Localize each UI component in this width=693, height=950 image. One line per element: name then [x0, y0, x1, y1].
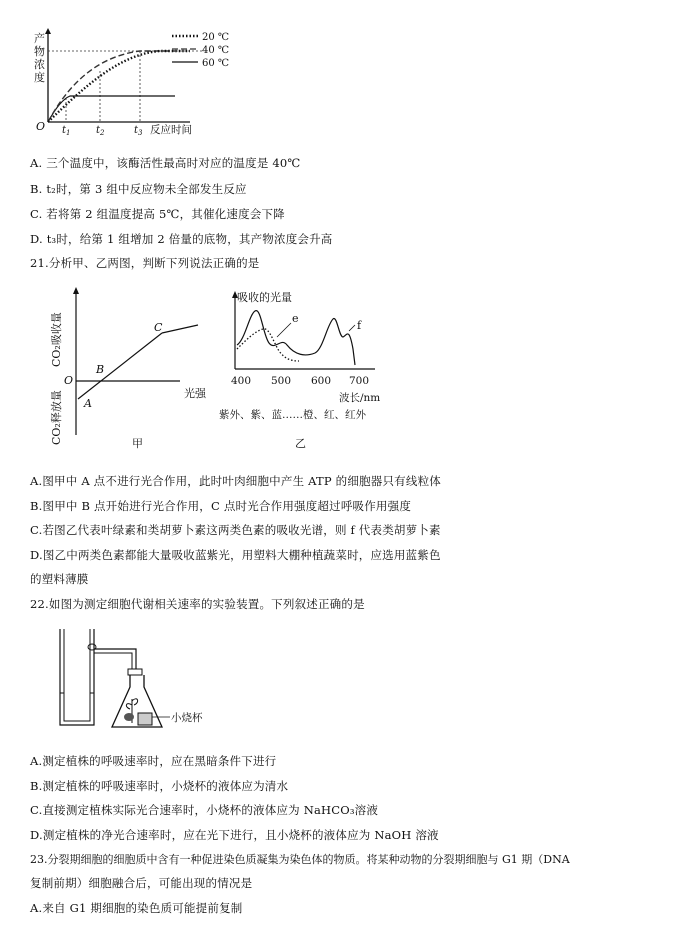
q20-option-a: A. 三个温度中，该酶活性最高时对应的温度是 40℃ [30, 156, 301, 170]
curve-segment [162, 325, 198, 333]
co2-light-intensity-chart [40, 285, 220, 455]
label-leader-f [349, 325, 355, 331]
x-tick-700: 700 [349, 375, 370, 387]
small-beaker-label: 小烧杯 [171, 712, 203, 724]
figure-caption-yi: 乙 [295, 437, 306, 450]
q20-option-d: D. t₃时，给第 1 组增加 2 倍量的底物，其产物浓度会升高 [30, 232, 333, 246]
q21-stem: 21.分析甲、乙两图，判断下列说法正确的是 [30, 256, 260, 270]
origin-label: O [36, 120, 46, 133]
q22-option-a: A.测定植株的呼吸速率时，应在黑暗条件下进行 [30, 754, 277, 768]
y-axis-label-bottom: CO₂释放量 [50, 390, 63, 445]
u-tube-outer [60, 629, 94, 725]
x-axis-label: 波长/nm [339, 392, 381, 404]
q20-option-c: C. 若将第 2 组温度提高 5℃，其催化速度会下降 [30, 207, 285, 221]
apparatus-figure [50, 625, 240, 735]
y-axis-label-char: 度 [34, 71, 45, 84]
q21-option-c: C.若图乙代表叶绿素和类胡萝卜素这两类色素的吸收光谱，则 f 代表类胡萝卜素 [30, 523, 441, 537]
q22-stem: 22.如图为测定细胞代谢相关速率的实验装置。下列叙述正确的是 [30, 597, 365, 611]
q23-option-a: A.来自 G1 期细胞的染色质可能提前复制 [30, 901, 243, 915]
x-tick-500: 500 [271, 375, 292, 387]
conical-flask [112, 675, 162, 727]
x-axis-label: 光强 [184, 387, 206, 400]
q21-option-d: D.图乙中两类色素都能大量吸收蓝紫光，用塑料大棚种植蔬菜时，应选用蓝紫色 [30, 548, 441, 562]
connector-tube-inner [94, 653, 132, 675]
point-a-label: A [84, 397, 92, 410]
y-axis-label-char: 产 [34, 32, 45, 45]
curve-60c [48, 96, 175, 122]
tick-t3: $t_3$ [134, 125, 143, 137]
clamp [88, 644, 96, 650]
y-axis-arrow [45, 28, 51, 34]
origin-label: O [64, 374, 74, 387]
x-tick-400: 400 [231, 375, 252, 387]
tick-t1: $t_1$ [62, 125, 71, 137]
curve-40c [48, 51, 175, 122]
q22-option-d: D.测定植株的净光合速率时，应在光下进行，且小烧杯的液体应为 NaOH 溶液 [30, 828, 439, 842]
product-concentration-chart [30, 26, 240, 138]
q22-option-b: B.测定植株的呼吸速率时，小烧杯的液体应为清水 [30, 779, 289, 793]
plant-pot [124, 713, 134, 721]
y-axis-label-char: 物 [34, 45, 45, 58]
stopper [128, 669, 142, 675]
q21-option-d-cont: 的塑料薄膜 [30, 572, 89, 586]
small-beaker [138, 713, 152, 725]
q20-option-b: B. t₂时，第 3 组中反应物未全部发生反应 [30, 182, 247, 196]
curve-e [237, 329, 299, 361]
q22-option-c: C.直接测定植株实际光合速率时，小烧杯的液体应为 NaHCO₃溶液 [30, 803, 379, 817]
q21-option-b: B.图甲中 B 点开始进行光合作用，C 点时光合作用强度超过呼吸作用强度 [30, 499, 412, 513]
legend-20c: 20 ℃ [202, 32, 230, 43]
curve-20c [48, 51, 190, 122]
curve-segment [78, 333, 162, 399]
tick-t2: $t_2$ [96, 125, 105, 137]
legend-40c: 40 ℃ [202, 45, 230, 56]
y-axis-label: 吸收的光量 [237, 291, 292, 304]
color-band-label: 紫外、紫、蓝……橙、红、红外 [219, 409, 366, 421]
point-c-label: C [154, 321, 163, 334]
figure-caption-jia: 甲 [132, 437, 143, 450]
curve-f-label: f [357, 319, 362, 332]
y-axis-label-char: 浓 [34, 58, 45, 71]
x-axis-label: 反应时间 [150, 124, 192, 136]
y-axis-arrow [73, 287, 79, 294]
q23-stem-line2: 复制前期）细胞融合后，可能出现的情况是 [30, 876, 253, 890]
u-tube-inner [64, 629, 90, 721]
q21-option-a: A.图甲中 A 点不进行光合作用，此时叶肉细胞中产生 ATP 的细胞器只有线粒体 [30, 474, 441, 488]
y-axis-label-top: CO₂吸收量 [50, 312, 63, 367]
label-leader-e [277, 323, 291, 337]
curve-e-label: e [292, 312, 299, 325]
q23-stem-line1: 23.分裂期细胞的细胞质中含有一种促进染色质凝集为染色体的物质。将某种动物的分裂期细胞与 G1 期（DNA [30, 853, 570, 866]
absorption-spectrum-chart [215, 285, 415, 455]
point-b-label: B [96, 363, 105, 376]
legend-60c: 60 ℃ [202, 58, 230, 69]
x-tick-600: 600 [311, 375, 332, 387]
